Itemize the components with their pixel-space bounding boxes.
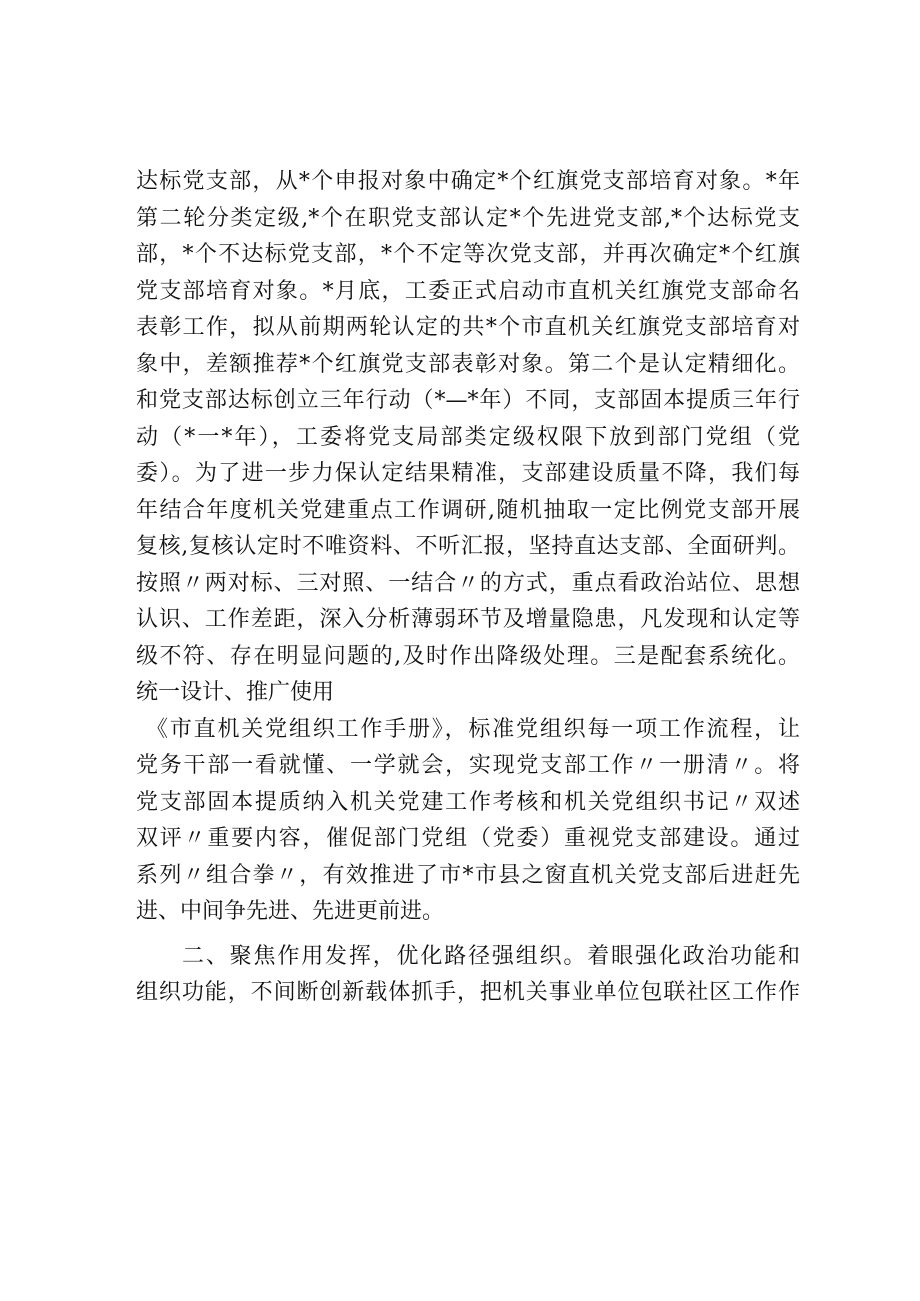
text-line: 第二轮分类定级,*个在职党支部认定*个先进党支部,*个达标党支: [136, 205, 800, 231]
text-line: 双评〃重要内容，催促部门党组（党委）重视党支部建设。通过: [136, 826, 800, 851]
text-line: 级不符、存在明显问题的,及时作出降级处理。三是配套系统化。: [136, 643, 800, 669]
text-line: 党支部固本提质纳入机关党建工作考核和机关党组织书记〃双述: [136, 789, 800, 815]
text-line: 系列〃组合拳〃，有效推进了市*市县之窗直机关党支部后进赶先: [136, 862, 800, 888]
text-line: 党支部培育对象。*月底，工委正式启动市直机关红旗党支部命名: [136, 278, 800, 304]
text-line: 统一设计、推广使用: [136, 680, 335, 705]
text-line: 年结合年度机关党建重点工作调研,随机抽取一定比例党支部开展: [136, 497, 800, 523]
text-line: 部，*个不达标党支部，*个不定等次党支部，并再次确定*个红旗: [136, 242, 800, 267]
text-line: 进、中间争先进、先进更前进。: [136, 899, 445, 924]
text-line: 表彰工作，拟从前期两轮认定的共*个市直机关红旗党支部培育对: [136, 315, 800, 340]
text-line: 二、聚焦作用发挥，优化路径强组织。着眼强化政治功能和: [182, 943, 800, 969]
paragraph-gap: [136, 931, 800, 939]
text-line: 委）。为了进一步力保认定结果精准，支部建设质量不降，我们每: [136, 461, 800, 486]
document-body: [136, 164, 800, 1012]
text-line: 和党支部达标创立三年行动（*—*年）不同，支部固本提质三年行: [136, 388, 800, 413]
text-line: 组织功能，不间断创新载体抓手，把机关事业单位包联社区工作作: [136, 980, 800, 1005]
text-line: 象中，差额推荐*个红旗党支部表彰对象。第二个是认定精细化。: [136, 351, 800, 377]
text-line: 认识、工作差距，深入分析薄弱环节及增量隐患，凡发现和认定等: [136, 607, 800, 632]
text-line: 复核,复核认定时不唯资料、不听汇报，坚持直达支部、全面研判。: [136, 534, 800, 559]
text-line: 按照〃两对标、三对照、一结合〃的方式，重点看政治站位、思想: [136, 570, 800, 596]
text-line: 党务干部一看就懂、一学就会，实现党支部工作〃一册清〃。将: [136, 753, 800, 778]
text-line: 《市直机关党组织工作手册》，标准党组织每一项工作流程，让: [146, 716, 800, 742]
text-line: 动（*一*年），工委将党支局部类定级权限下放到部门党组（党: [136, 424, 800, 450]
text-line: 达标党支部，从*个申报对象中确定*个红旗党支部培育对象。*年: [136, 169, 800, 194]
